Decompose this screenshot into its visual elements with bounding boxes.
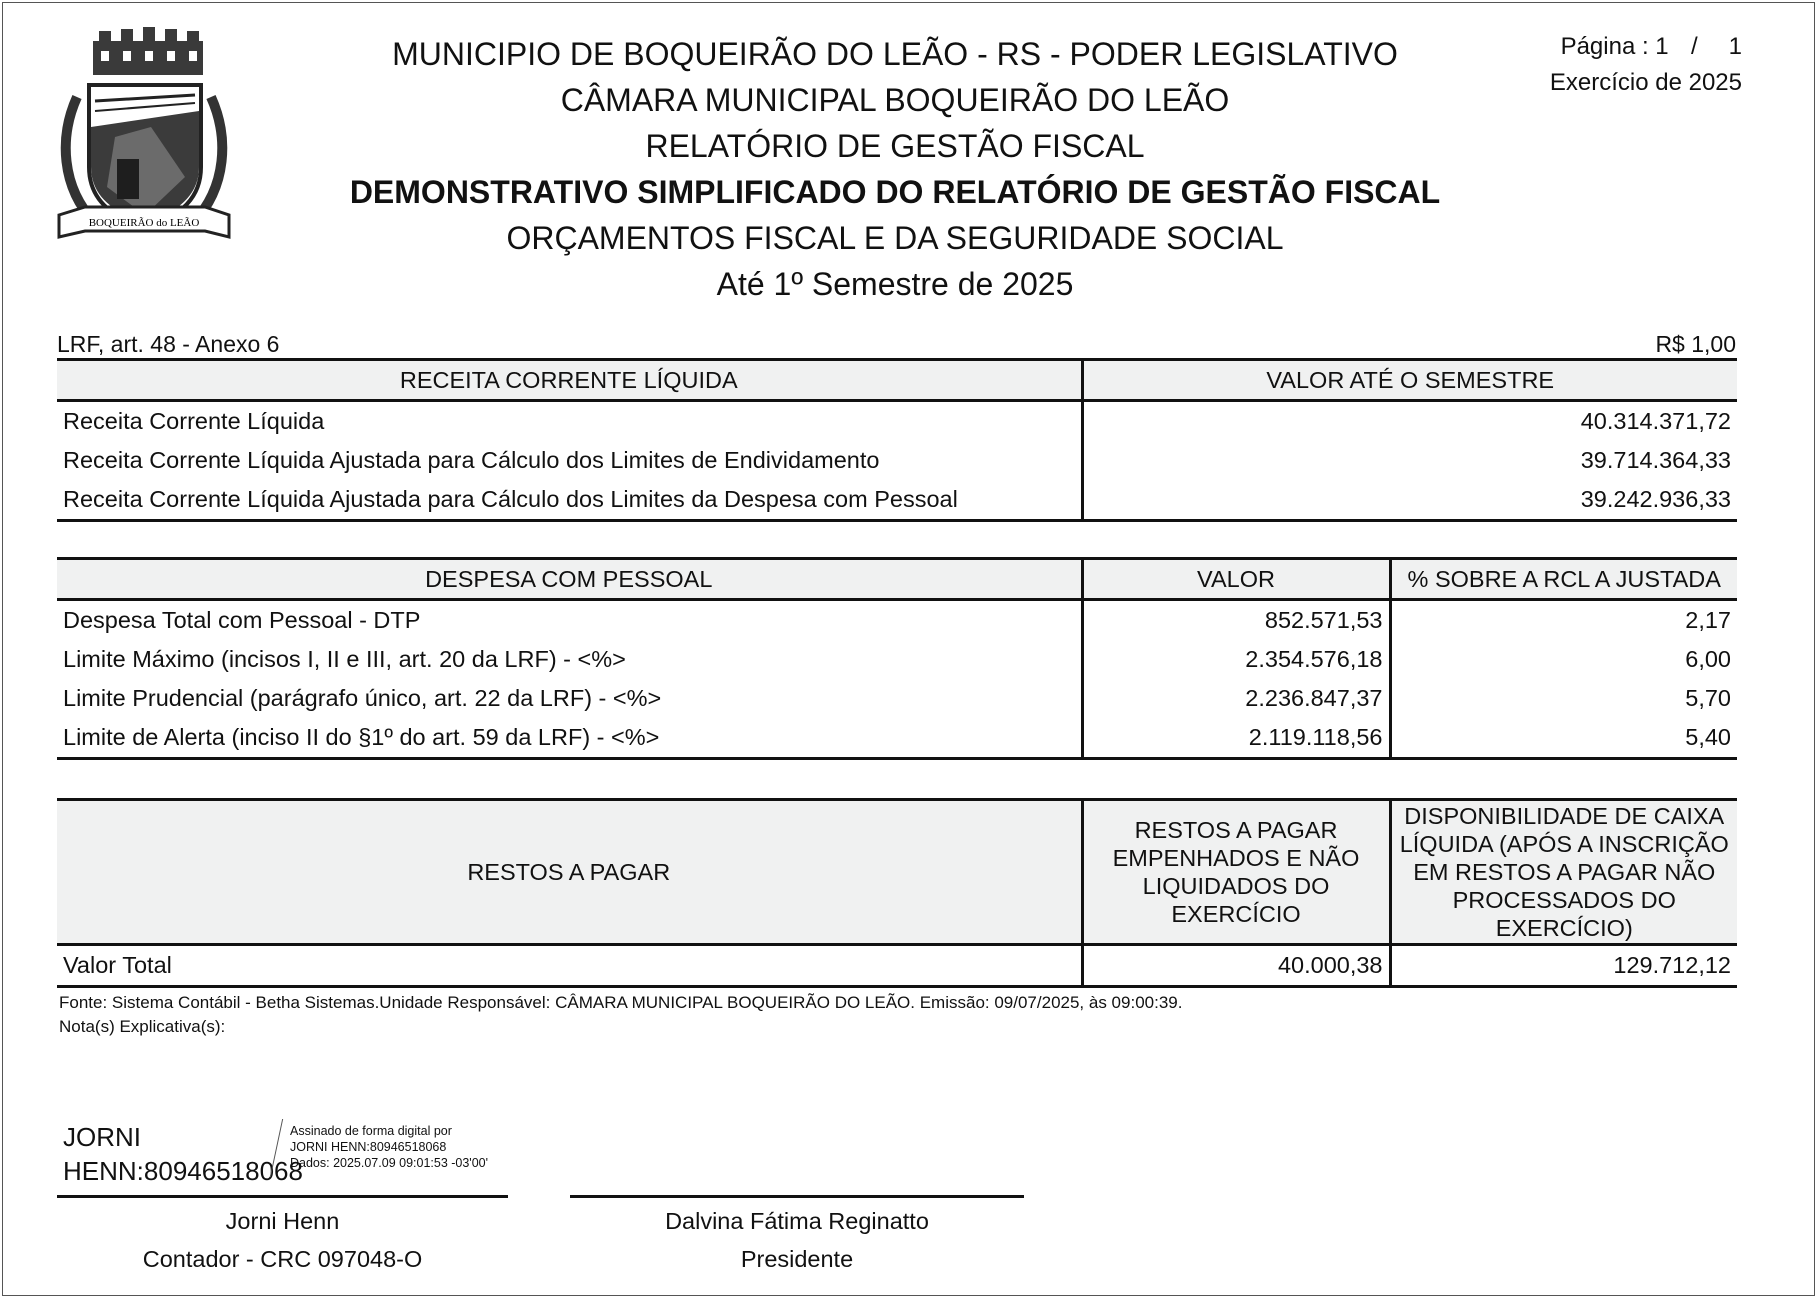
page-number: Página : 1 / 1	[1560, 33, 1742, 60]
row-value: 40.000,38	[1082, 945, 1390, 987]
table-row	[57, 640, 1737, 679]
report-header	[3, 31, 1787, 307]
accountant-role: Contador - CRC 097048-O	[142, 1246, 423, 1272]
row-value: 2.236.847,37	[1082, 679, 1390, 718]
legal-reference: LRF, art. 48 - Anexo 6	[57, 331, 280, 357]
rcl-table	[57, 358, 1737, 522]
digital-signature-stamp: Assinado de forma digital por JORNI HENN:80946518068 Dados: 2025.07.09 09:01:53 -03'00'	[290, 1123, 488, 1171]
table-row	[57, 480, 1737, 521]
row-label: Limite Prudencial (parágrafo único, art. 22 da LRF) - <%>	[63, 685, 662, 711]
municipality-title: MUNICIPIO DE BOQUEIRÃO DO LEÃO - RS - PODER LEGISLATIVO	[392, 36, 1398, 72]
digital-signer-name: JORNI HENN:80946518068	[63, 1122, 303, 1186]
footer-notes	[59, 991, 1182, 1039]
budget-scope: ORÇAMENTOS FISCAL E DA SEGURIDADE SOCIAL	[506, 220, 1284, 256]
table-row	[57, 600, 1737, 641]
exercise-year: Exercício de 2025	[1549, 69, 1742, 96]
president-name: Dalvina Fátima Reginatto	[665, 1208, 929, 1234]
row-percent: 2,17	[1390, 600, 1737, 641]
explanatory-notes: Nota(s) Explicativa(s):	[59, 1017, 226, 1036]
column-header: % SOBRE A RCL A JUSTADA	[1390, 559, 1737, 600]
accountant-signature	[57, 1202, 508, 1278]
report-period: Até 1º Semestre de 2025	[716, 266, 1074, 302]
column-header: RESTOS A PAGAR EMPENHADOS E NÃO LIQUIDADOS DO EXERCÍCIO	[1082, 800, 1390, 945]
row-label: Limite de Alerta (inciso II do §1º do art. 59 da LRF) - <%>	[57, 718, 1082, 759]
chamber-title: CÂMARA MUNICIPAL BOQUEIRÃO DO LEÃO	[560, 82, 1230, 118]
column-header: VALOR ATÉ O SEMESTRE	[1082, 360, 1737, 401]
report-subtitle: DEMONSTRATIVO SIMPLIFICADO DO RELATÓRIO DE GESTÃO FISCAL	[349, 174, 1441, 210]
data-source: Fonte: Sistema Contábil - Betha Sistemas.Unidade Responsável: CÂMARA MUNICIPAL BOQUEIRÃO DO LEÃO. Emissão: 09/07/2025, às 09:00:39.	[59, 993, 1183, 1012]
table-header-row	[57, 800, 1737, 945]
table-row	[57, 441, 1737, 480]
table-header-row	[57, 559, 1737, 600]
row-label: Valor Total	[57, 945, 1082, 987]
currency-unit: R$ 1,00	[1655, 331, 1736, 357]
table-row	[57, 401, 1737, 442]
column-header: DISPONIBILIDADE DE CAIXA LÍQUIDA (APÓS A INSCRIÇÃO EM RESTOS A PAGAR NÃO PROCESSADOS DO EXERCÍCIO)	[1390, 800, 1737, 945]
signature-line-accountant	[57, 1195, 508, 1198]
accountant-name: Jorni Henn	[225, 1208, 340, 1234]
row-value: 2.119.118,56	[1082, 718, 1390, 759]
row-value: 40.314.371,72	[1082, 401, 1737, 442]
row-percent: 6,00	[1390, 640, 1737, 679]
row-value: 852.571,53	[1082, 600, 1390, 641]
personnel-expense-table	[57, 557, 1737, 760]
report-title: RELATÓRIO DE GESTÃO FISCAL	[645, 128, 1145, 164]
column-header: DESPESA COM PESSOAL	[57, 559, 1082, 600]
table-header-row	[57, 360, 1737, 401]
column-header: RESTOS A PAGAR	[57, 800, 1082, 945]
row-cash: 129.712,12	[1390, 945, 1737, 987]
signature-line-president	[570, 1195, 1024, 1198]
report-meta	[57, 331, 1736, 358]
row-percent: 5,70	[1390, 679, 1737, 718]
president-role: Presidente	[740, 1246, 854, 1272]
row-label: Limite Máximo (incisos I, II e III, art. 20 da LRF) - <%>	[63, 646, 626, 672]
report-page	[2, 2, 1815, 1296]
page-info	[1550, 29, 1742, 101]
column-header: VALOR	[1082, 559, 1390, 600]
row-value: 39.714.364,33	[1082, 441, 1737, 480]
table-row	[57, 718, 1737, 759]
table-row	[57, 679, 1737, 718]
row-label: Receita Corrente Líquida Ajustada para Cálculo dos Limites de Endividamento	[63, 447, 880, 473]
unpaid-commitments-table	[57, 798, 1737, 988]
row-label: Receita Corrente Líquida	[63, 408, 325, 434]
row-label: Receita Corrente Líquida Ajustada para Cálculo dos Limites da Despesa com Pessoal	[57, 480, 1082, 521]
row-value: 39.242.936,33	[1082, 480, 1737, 521]
row-label: Despesa Total com Pessoal - DTP	[63, 607, 421, 633]
table-row	[57, 945, 1737, 987]
column-header: RECEITA CORRENTE LÍQUIDA	[57, 360, 1082, 401]
president-signature	[570, 1202, 1024, 1278]
row-percent: 5,40	[1390, 718, 1737, 759]
coat-of-arms-banner: BOQUEIRÃO do LEÃO	[88, 217, 200, 229]
row-value: 2.354.576,18	[1082, 640, 1390, 679]
